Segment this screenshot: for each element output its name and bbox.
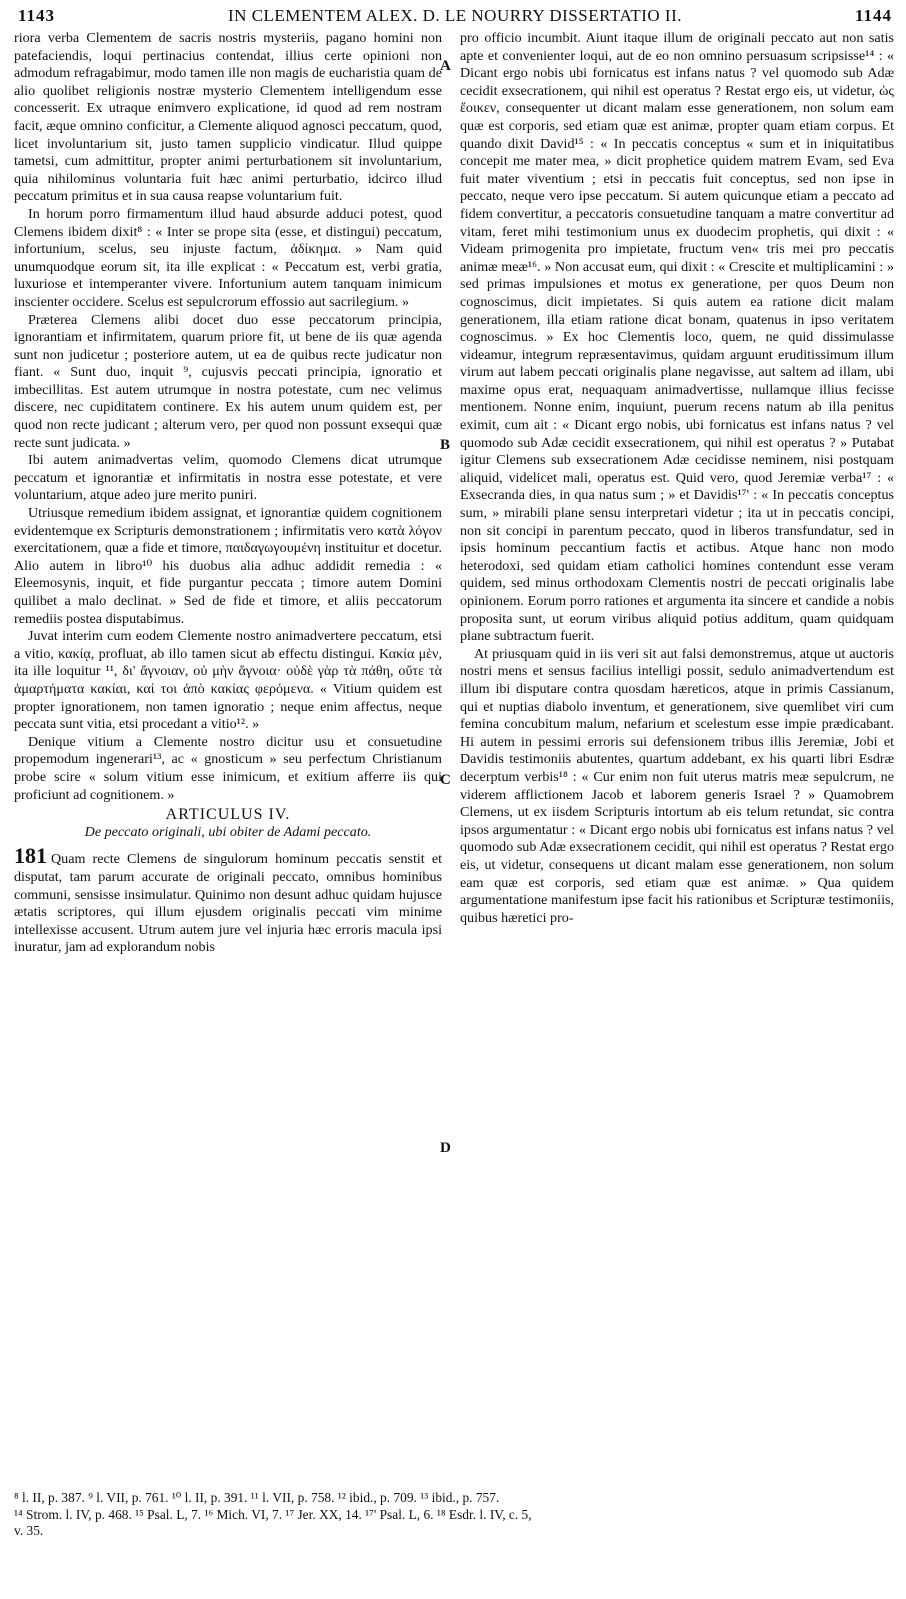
footnote-line: ¹⁴ Strom. l. IV, p. 468. ¹⁵ Psal. L, 7. ¹⁶ Mich. VI, 7. ¹⁷ Jer. XX, 14. ¹⁷' Psal. L, 6. ¹⁸ Esdr. l. IV, c. 5,	[14, 1506, 532, 1522]
paragraph: At priusquam quid in iis veri sit aut falsi demonstremus, atque ut auctoris nostri mens et sensus facilius intelligi possit, sedulo animadvertendum est illum ibi disputare contra quosdam hæreticos, atque in primis Cassianum, qui et nuptias diabolo inventum, et generationem, sive quemlibet viri cum femina concubitum malum, nefarium et scelestum esse impie prædicabant. Hi autem in pessimi erroris sui defensionem tribus illis Jeremiæ, Jobi et Davidis testimoniis abutentes, quartum addebant, ex his quarti libri Esdræ decerptum verbis¹⁸ : « Cur enim non fuit uterus matris meæ sepulcrum, ne viderem afflictionem Jacob et laborem generis Israel ? » Quamobrem Clemens, ut ex iisdem Scripturis intortum ab eis telum retundat, sic contra ipsos argumentatur : « Dicant ergo nobis ubi fornicatus est infans natus ? vel quomodo sub Adæ exsecrationem cecidit, qui nihil est operatus ? Restat ergo eis, ut videtur, consequens ut dicant malam esse generationem, non solum eam quæ est corporis, sed etiam quæ est animæ. » Qua quidem argumentatione manifestum ipse facit his rationibus et Scripturæ testimoniis, quibus hæretici pro-	[460, 645, 894, 926]
paragraph: Juvat interim cum eodem Clemente nostro animadvertere peccatum, etsi a vitio, κακίᾳ, profluat, ab illo tamen sicut ab effectu distingui. Κακία μὲν, ita ille loquitur ¹¹, δι' ἄγνοιαν, οὐ μὴν ἄγνοια· οὐδὲ γὰρ τὰ πάθη, οὔτε τὰ ἁμαρτήματα κακίαι, καί τοι ἀπὸ κακίας φερόμενα. « Vitium quidem est propter ignorationem, non tamen ignoratio ; neque enim affectus, neque peccata sunt vitia, etsi procedant a vitio¹². »	[14, 628, 442, 733]
paragraph: Denique vitium a Clemente nostro dicitur usu et consuetudine propemodum ingenerari¹³, ac « gnosticum » seu perfectum Christianum probe scire « solum vitium esse inimicum, et exitium afferre iis qui proficiunt ad cognitionem. »	[14, 733, 442, 803]
article-title: ARTICULUS IV.	[165, 806, 291, 824]
footnotes	[14, 1490, 892, 1540]
paragraph: In horum porro firmamentum illud haud absurde adduci potest, quod Clemens ibidem dixit⁸ : « Inter se prope sita (esse, et distingui) peccatum, infortunium, scelus, seu injuste factum, ἀδίκημα. » Nam quid unumquodque eorum sit, ita ille explicat : « Peccatum est, verbi gratia, luxuriose et intemperanter vivere. Infortunium autem tanquam inimicum inscienter occidere. Scelus est sepulcrorum effossio aut sacrilegium. »	[14, 205, 442, 310]
margin-marker-b: B	[440, 437, 451, 453]
left-column	[14, 30, 442, 957]
page-number-right: 1144	[854, 6, 892, 25]
paragraph	[14, 843, 442, 957]
margin-marker-a: A	[440, 58, 451, 74]
paragraph: Ibi autem animadvertas velim, quomodo Clemens dicat utrumque peccatum et ignorantiæ et infirmitatis in nostra esse potestate, et vere voluntarium, atque adeo jure merito puniri.	[14, 452, 442, 504]
paragraph: Utriusque remedium ibidem assignat, et ignorantiæ quidem cognitionem evidentemque ex Scripturis demonstrationem ; infirmitatis vero κατὰ λόγον exercitationem, quæ a fide et timore, παιδαγωγουμένη instituitur et docetur. Alio autem in libro¹⁰ his duobus alia adhuc addidit remedia : « Eleemosynis, inquit, et fide purgantur peccata ; timore autem Domini quilibet a malo declinat. » Sed de fide et timore, et aliis peccatorum remediis postea disputabimus.	[14, 505, 442, 627]
paragraph: pro officio incumbit. Aiunt itaque illum de originali peccato aut non satis apte et convenienter loqui, aut de eo non omnino persuasum scripsisse¹⁴ : « Dicant ergo nobis ubi fornicatus est infans natus ? vel quomodo sub Adæ cecidit exsecrationem, qui nihil est operatus ? Restat ergo eis, ut videtur, ὡς ἔοικεν, consequenter ut dicant malam esse generationem, non solum eam quæ est corporis, sed etiam quæ est animæ, propter quam etiam corpus. Et quando dixit David¹⁵ : « In peccatis conceptus « sum et in iniquitatibus concepit me mater mea, » dicit prophetice quidem matrem Evam, sed Eva fuit mater viventium ; etsi in peccatis fuit conceptus, sed non ipse in peccato, neque vero ipse peccatum. Si autem quicunque etiam a peccato ad fidem convertitur, a peccatoris consuetudine tanquam a matre convertitur ad vitam, feret mihi testimonium unus ex duodecim prophetis, qui dixit : « Videam primogenita pro impietate, fructum ven« tris mei pro peccatis animæ meæ¹⁶. » Non accusat eum, qui dixit : « Crescite et multiplicamini : » sed primas impulsiones et motus ex generatione, per quos Deum non cognoscimus, dicit impietates. Si quis autem ea ratione dicit malam generationem, illa etiam ratione dicat bonam, quatenus in ipso veritatem cognoscimus. » Ex hoc Clementis loco, quem, ne quid dissimulasse videamur, integrum repræsentavimus, quidam arguunt eruditissimum illum virum aut labem peccati originalis plane negavisse, aut saltem ad illam, ubi maxime opus erat, nequaquam animadvertisse, nullamque illius fecisse mentionem. Nonne enim, inquiunt, puerum recens natum ab illa penitus eximit, cum ait : « Dicant ergo nobis, ubi fornicatus est infans natus ? vel quomodo sub Adæ cecidit exsecrationem, qui nihil est operatus ? » Putabat igitur Clemens sub exsecrationem Adæ cecidisse neminem, nisi postquam aliquid, videlicet mali, operatus est. Quid vero, quod Jeremiæ verba¹⁷ : « Exsecranda dies, in qua natus sum ; » et Davidis¹⁷' : « In peccatis conceptus sum, » mirabili plane sensu interpretari videtur ; ita ut in peccatis concipi, non sit concipi in parentum peccato, quod in liberos transfundatur, sed in ipsis hominum peccantium factis et actibus. Atque hanc non modo heterodoxi, sed quidam etiam catholici homines contendunt esse veram quidem, sed minus orthodoxam Clementis nostri de peccati originalis labe opinionem. Eorum porro rationes et argumenta ita sincere et candide a nobis proposita sunt, ut eorum viribus aliquid potius additum, quam quidquam plane subtractum fuerit.	[460, 30, 894, 645]
paragraph-text: Quam recte Clemens de singulorum hominum peccatis senstit et disputat, tam parum accurate de originali peccato, omnibus hominibus communi, sensisse insimulatur. Quinimo non desunt adhuc quidam hujusce ætatis scriptores, qui illum ejusdem originalis peccati vim minime intellexisse accusent. Utrum autem jure vel injuria hæc erroris macula ipsi inuratur, jam ad explorandum nobis	[14, 851, 442, 956]
page-header	[18, 6, 892, 28]
page-number-left: 1143	[18, 6, 56, 25]
margin-marker-c: C	[440, 772, 451, 788]
running-title: IN CLEMENTEM ALEX. D. LE NOURRY DISSERTATIO II.	[228, 6, 682, 25]
article-subtitle: De peccato originali, ubi obiter de Adami peccato.	[84, 823, 372, 840]
paragraph: riora verba Clementem de sacris nostris mysteriis, pagano homini non patefaciendis, loqui pertinacius contendat, illius certe opinioni non admodum refragabimur, modo tamen ille non magis de eucharistia quam de alio quolibet religionis nostræ mysterio Clementem intelligendum esse concesserit. Ex utraque enimvero explicatione, id quod ad rem nostram facit, æque omnino conficitur, a Clemente aliquod agnosci peccatum, quod, licet involuntarium sit, justo tamen supplicio vindicatur. Illud quippe tametsi, cum admittitur, propter animi perturbationem sit involuntarium, quia nihilominus voluntaria fuit hæc animi perturbatio, idcirco illud peccatum primitus et in sua causa reapse voluntarium fuit.	[14, 30, 442, 205]
footnote-line: v. 35.	[14, 1523, 44, 1538]
paragraph: Præterea Clemens alibi docet duo esse peccatorum principia, ignorantiam et infirmitatem, quarum priore fit, ut bene de iis quæ agenda sunt non judicetur ; posteriore autem, ut ea de quibus recte judicatur non fiant. « Sunt duo, inquit ⁹, cujusvis peccati principia, ignoratio et imbecillitas. Est autem utrumque in nostra potestate, cum nec velimus discere, nec cupiditatem continere. Ex his autem unum quidem est, per quod non recte judicant ; alterum vero, per quod non possunt exsequi quæ recte sunt judicata. »	[14, 311, 442, 451]
right-column	[460, 30, 894, 927]
footnote-line: ⁸ l. II, p. 387. ⁹ l. VII, p. 761. ¹⁰ l. II, p. 391. ¹¹ l. VII, p. 758. ¹² ibid., p. 709. ¹³ ibid., p. 757.	[14, 1490, 500, 1505]
margin-marker-d: D	[440, 1140, 451, 1156]
paragraph-number: 181	[14, 843, 47, 869]
